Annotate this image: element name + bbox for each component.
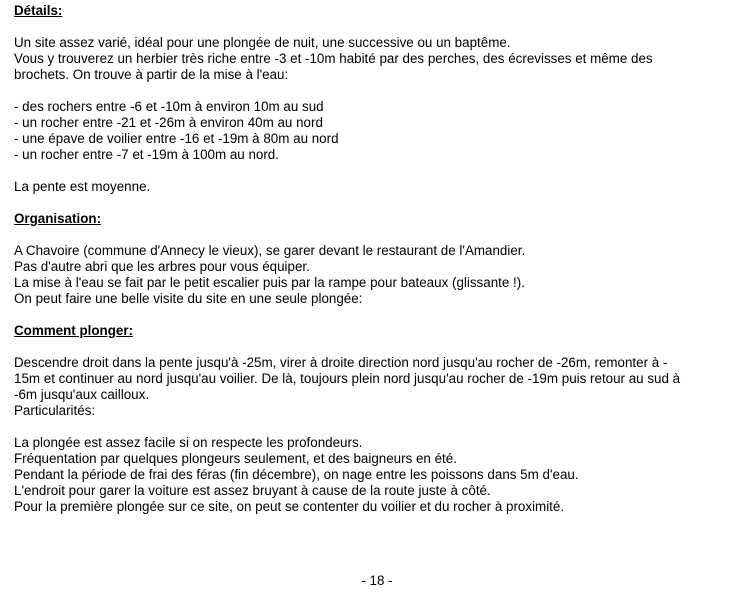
organisation-heading: Organisation: <box>14 211 102 226</box>
details-line: brochets. On trouve à partir de la mise à l'eau: <box>14 67 289 82</box>
organisation-line: La mise à l'eau se fait par le petit escalier puis par la rampe pour bateaux (glissante !). <box>14 275 525 290</box>
dive-heading: Comment plonger: <box>14 323 134 338</box>
details-line: Vous y trouverez un herbier très riche entre -3 et -10m habité par des perches, des écrevisses et même des <box>14 51 653 66</box>
organisation-line: On peut faire une belle visite du site en une seule plongée: <box>14 291 363 306</box>
dive-line: -6m jusqu'aux cailloux. <box>14 387 150 402</box>
details-list-item: - un rocher entre -7 et -19m à 100m au nord. <box>14 147 279 162</box>
dive-note: Pour la première plongée sur ce site, on peut se contenter du voilier et du rocher à proximité. <box>14 499 565 514</box>
page-number: - 18 - <box>361 573 393 588</box>
details-list-item: - un rocher entre -21 et -26m à environ 40m au nord <box>14 115 323 130</box>
organisation-line: A Chavoire (commune d'Annecy le vieux), se garer devant le restaurant de l'Amandier. <box>14 243 526 258</box>
dive-note: Pendant la période de frai des féras (fin décembre), on nage entre les poissons dans 5m d'eau. <box>14 467 579 482</box>
particularites-label: Particularités: <box>14 403 96 418</box>
details-list-item: - une épave de voilier entre -16 et -19m à 80m au nord <box>14 131 339 146</box>
document-page <box>14 3 744 515</box>
details-list-item: - des rochers entre -6 et -10m à environ 10m au sud <box>14 99 324 114</box>
slope-text: La pente est moyenne. <box>14 179 151 194</box>
dive-note: L'endroit pour garer la voiture est assez bruyant à cause de la route juste à côté. <box>14 483 491 498</box>
organisation-line: Pas d'autre abri que les arbres pour vous équiper. <box>14 259 310 274</box>
dive-note: Fréquentation par quelques plongeurs seulement, et des baigneurs en été. <box>14 451 457 466</box>
dive-note: La plongée est assez facile si on respecte les profondeurs. <box>14 435 363 450</box>
dive-line: 15m et continuer au nord jusqu'au voilier. De là, toujours plein nord jusqu'au rocher de -19m puis retour au sud à <box>14 371 681 386</box>
dive-line: Descendre droit dans la pente jusqu'à -25m, virer à droite direction nord jusqu'au rocher de -26m, remonter à - <box>14 355 668 370</box>
details-line: Un site assez varié, idéal pour une plongée de nuit, une successive ou un baptême. <box>14 35 511 50</box>
details-heading: Détails: <box>14 3 63 18</box>
